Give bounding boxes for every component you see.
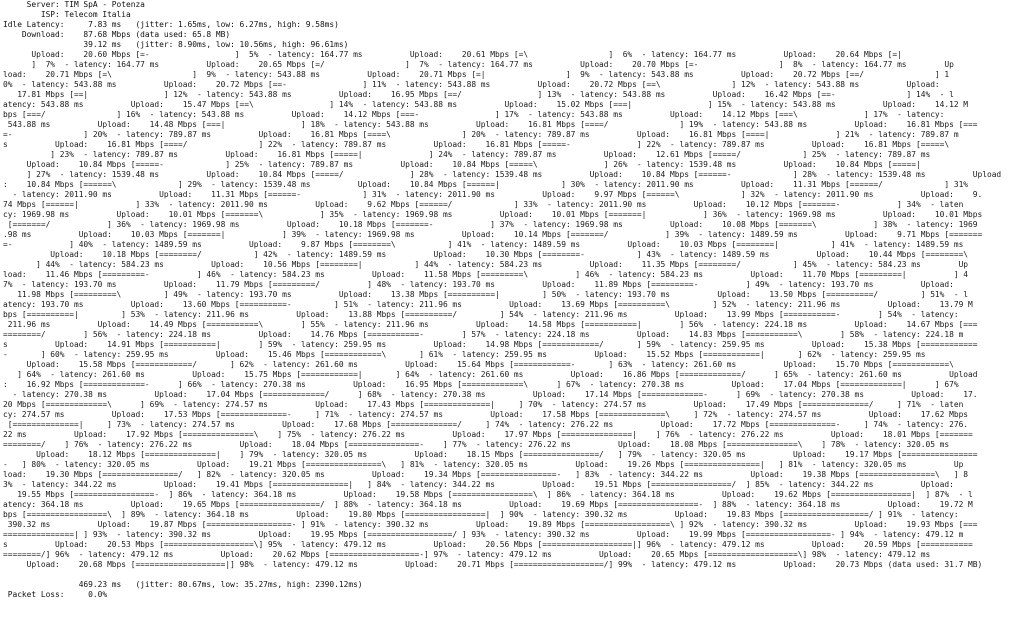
upload-output-line: load: 11.46 Mbps [=========- ] 46% - latency: 584.23 ms Upload: 11.58 Mbps [=========\ ] 46% - latency: 584.23 ms Upload: 11.70 Mbps [=========| ] 4 [3,270,969,279]
upload-output-line: - ] 80% - latency: 320.05 ms Upload: 19.21 Mbps [================\ ] 81% - latency: 320.05 ms Upload: 19.26 Mbps [================| ] 81% - latency: 320.05 ms Up [3,460,964,469]
download-latency-line: 39.12 ms (jitter: 8.90ms, low: 10.56ms, high: 96.61ms) [3,40,349,49]
upload-output-line: 543.88 ms Upload: 14.48 Mbps [===| ] 18% - latency: 543.88 ms Upload: 16.81 Mbps [====/ ] 19% - latency: 543.88 ms Upload: 16.81 Mbps [=== [3,120,978,129]
upload-output-line: Upload: 20.68 Mbps [===================|] 98% - latency: 479.12 ms Upload: 20.71 Mbps [===================/] 99% - latency: 479.12 ms Upload: 20.73 Mbps (data used: 31.7 MB) [3,560,983,569]
upload-output-line: ========/ ] 56% - latency: 224.18 ms Upload: 14.76 Mbps [===========- ] 57% - latency: 224.18 ms Upload: 14.83 Mbps [===========\ ] 58% - latency: 224.18 m [3,330,964,339]
upload-output-line: Upload: 20.60 Mbps [=- ] 5% - latency: 164.77 ms Upload: 20.61 Mbps [=\ ] 6% - latency: 164.77 ms Upload: 20.64 Mbps [=| [3,50,902,59]
upload-output-line: 211.96 ms Upload: 14.49 Mbps [===========\ ] 55% - latency: 211.96 ms Upload: 14.58 Mbps [===========| ] 56% - latency: 224.18 ms Upload: 14.67 Mbps [=== [3,320,978,329]
upload-latency-line: 469.23 ms (jitter: 80.67ms, low: 35.27ms, high: 2390.12ms) [3,580,363,589]
upload-progress-output [0,50,1024,570]
upload-output-line: ] 7% - latency: 164.77 ms Upload: 20.65 Mbps [=/ ] 7% - latency: 164.77 ms Upload: 20.70 Mbps [=- ] 8% - latency: 164.77 ms Up [3,60,954,69]
upload-output-line: 74 Mbps [======| ] 33% - latency: 2011.90 ms Upload: 9.62 Mbps [======/ ] 33% - latency: 2011.90 ms Upload: 10.12 Mbps [=======- ] 34% - laten [3,200,964,209]
upload-output-line: bps [===/ ] 16% - latency: 543.88 ms Upload: 14.12 Mbps [===- ] 17% - latency: 543.88 ms Upload: 14.12 Mbps [===\ ] 17% - latency: [3,110,945,119]
upload-output-line: ] 64% - latency: 261.60 ms Upload: 15.75 Mbps [============| ] 64% - latency: 261.60 ms Upload: 16.86 Mbps [=============/ ] 65% - latency: 261.60 ms Upload [3,370,978,379]
upload-output-line: - latency: 2011.90 ms Upload: 11.31 Mbps [======- ] 31% - latency: 2011.90 ms Upload: 9.97 Mbps [======\ ] 32% - latency: 2011.90 ms Upload: 9. [3,190,983,199]
upload-output-line: cy: 274.57 ms Upload: 17.53 Mbps [==============- ] 71% - latency: 274.57 ms Upload: 17.58 Mbps [==============\ ] 72% - latency: 274.57 ms Upload: 17.62 Mbps [3,410,969,419]
upload-output-line: cy: 1969.98 ms Upload: 10.01 Mbps [=======\ ] 35% - latency: 1969.98 ms Upload: 10.01 Mbps [=======| ] 36% - latency: 1969.98 ms Upload: 10.01 Mbps [3,210,983,219]
upload-output-line: : 16.92 Mbps [=============- ] 66% - latency: 270.38 ms Upload: 16.95 Mbps [=============\ ] 67% - latency: 270.38 ms Upload: 17.04 Mbps [=============| ] 67% [3,380,959,389]
upload-output-line: Upload: 10.84 Mbps [=====- ] 25% - latency: 789.87 ms Upload: 10.84 Mbps [=====\ ] 26% - latency: 1539.48 ms Upload: 10.84 Mbps [=====| [3,160,921,169]
upload-output-line: ========/ ] 76% - latency: 276.22 ms Upload: 18.04 Mbps [===============- ] 77% - latency: 276.22 ms Upload: 18.08 Mbps [===============\ ] 78% - latency: 320.05 ms [3,440,950,449]
upload-output-line: s Upload: 16.81 Mbps [====/ ] 22% - latency: 789.87 ms Upload: 16.81 Mbps [=====- ] 22% - latency: 789.87 ms Upload: 16.81 Mbps [=====\ [3,140,950,149]
upload-output-line: ] 44% - latency: 584.23 ms Upload: 10.56 Mbps [========| ] 44% - latency: 584.23 ms Upload: 11.35 Mbps [========/ ] 45% - latency: 584.23 ms Up [3,260,969,269]
upload-output-line: - latency: 270.38 ms Upload: 17.04 Mbps [=============/ ] 68% - latency: 270.38 ms Upload: 17.14 Mbps [=============- ] 69% - latency: 270.38 ms Upload: 17. [3,390,978,399]
upload-output-line: 22 ms Upload: 17.92 Mbps [===============\ ] 75% - latency: 276.22 ms Upload: 17.97 Mbps [===============| ] 76% - latency: 276.22 ms Upload: 18.01 Mbps [======= [3,430,973,439]
upload-output-line: =- ] 40% - latency: 1489.59 ms Upload: 9.87 Mbps [========\ ] 41% - latency: 1489.59 ms Upload: 10.03 Mbps [========| ] 41% - latency: 1489.59 ms [3,240,964,249]
upload-output-line: Upload: 15.58 Mbps [============/ ] 62% - latency: 261.60 ms Upload: 15.64 Mbps [============- ] 63% - latency: 261.60 ms Upload: 15.70 Mbps [============\ [3,360,954,369]
download-line: Download: 87.68 Mbps (data used: 65.8 MB) [3,30,231,39]
upload-output-line: - ] 60% - latency: 259.95 ms Upload: 15.46 Mbps [============\ ] 61% - latency: 259.95 ms Upload: 15.52 Mbps [============| ] 62% - latency: 259.95 ms [3,350,926,359]
upload-output-line: 20 Mbps [=============\ ] 69% - latency: 274.57 ms Upload: 17.43 Mbps [==============| ] 70% - latency: 274.57 ms Upload: 17.49 Mbps [==============/ ] 71% - laten [3,400,964,409]
upload-output-line: 19.55 Mbps [=================- ] 86% - latency: 364.18 ms Upload: 19.58 Mbps [=================\ ] 86% - latency: 364.18 ms Upload: 19.62 Mbps [=================| ] 87% - l [3,490,973,499]
idle-latency-line: Idle Latency: 7.83 ms (jitter: 1.65ms, low: 6.27ms, high: 9.58ms) [3,20,339,29]
upload-output-line: bps [=================\ ] 89% - latency: 364.18 ms Upload: 19.80 Mbps [=================| ] 90% - latency: 390.32 ms Upload: 19.83 Mbps [==================/ ] 91% - latency: [3,510,959,519]
upload-output-line: bps [==========| ] 53% - latency: 211.96 ms Upload: 13.88 Mbps [==========/ ] 54% - latency: 211.96 ms Upload: 13.99 Mbps [===========- ] 54% - latency: [3,310,959,319]
upload-output-line: atency: 193.70 ms Upload: 13.60 Mbps [==========- ] 51% - latency: 211.96 ms Upload: 13.69 Mbps [==========\ ] 52% - latency: 211.96 ms Upload: 13.79 M [3,300,973,309]
upload-output-line: 17.81 Mbps [==| ] 12% - latency: 543.88 ms Upload: 16.95 Mbps [==/ ] 13% - latency: 543.88 ms Upload: 16.42 Mbps [==- ] 14% - l [3,90,954,99]
upload-output-line: ] 23% - latency: 789.87 ms Upload: 16.81 Mbps [=====| ] 24% - latency: 789.87 ms Upload: 12.61 Mbps [=====/ ] 25% - latency: 789.87 ms [3,150,931,159]
upload-output-line: ========/] 96% - latency: 479.12 ms Upload: 20.62 Mbps [===================-] 97% - latency: 479.12 ms Upload: 20.65 Mbps [===================\] 98% - latency: 479.12 ms [3,550,931,559]
upload-output-line: s Upload: 14.91 Mbps [===========| ] 59% - latency: 259.95 ms Upload: 14.98 Mbps [============/ ] 59% - latency: 259.95 ms Upload: 15.38 Mbps [============ [3,340,978,349]
isp-line: ISP: Telecom Italia [3,10,131,19]
upload-output-line: atency: 543.88 ms Upload: 15.47 Mbps [==\ ] 14% - latency: 543.88 ms Upload: 15.02 Mbps [===| ] 15% - latency: 543.88 ms Upload: 14.12 M [3,100,969,109]
upload-output-line: Upload: 10.18 Mbps [========/ ] 42% - latency: 1489.59 ms Upload: 10.30 Mbps [========- ] 43% - latency: 1489.59 ms Upload: 10.44 Mbps [========\ [3,250,969,259]
upload-output-line: Upload: 18.12 Mbps [===============| ] 79% - latency: 320.05 ms Upload: 18.15 Mbps [================/ ] 79% - latency: 320.05 ms Upload: 19.17 Mbps [================ [3,450,978,459]
upload-output-line: 11.98 Mbps [=========\ ] 49% - latency: 193.70 ms Upload: 13.38 Mbps [==========| ] 50% - latency: 193.70 ms Upload: 13.50 Mbps [==========/ ] 51% - l [3,290,969,299]
upload-output-line: : 10.84 Mbps [======\ ] 29% - latency: 1539.48 ms Upload: 10.84 Mbps [======| ] 30% - latency: 2011.90 ms Upload: 11.31 Mbps [======/ ] 31% [3,180,969,189]
upload-output-line: 390.32 ms Upload: 19.87 Mbps [==================- ] 91% - latency: 390.32 ms Upload: 19.89 Mbps [==================\ ] 92% - latency: 390.32 ms Upload: 19.93 Mbps [=== [3,520,978,529]
upload-output-line: .98 ms Upload: 10.03 Mbps [=======| ] 39% - latency: 1969.98 ms Upload: 10.14 Mbps [=======/ ] 39% - latency: 1489.59 ms Upload: 9.71 Mbps [======= [3,230,983,239]
blank-line [0,570,1024,580]
upload-output-line: [=======/ ] 36% - latency: 1969.98 ms Upload: 10.18 Mbps [=======- ] 37% - latency: 1969.98 ms Upload: 10.08 Mbps [=======\ ] 38% - latency: 1969 [3,220,978,229]
upload-output-line: 3% - latency: 344.22 ms Upload: 19.41 Mbps [================| ] 84% - latency: 344.22 ms Upload: 19.51 Mbps [=================/ ] 85% - latency: 344.22 ms Upload: [3,480,954,489]
upload-output-line: =- ] 20% - latency: 789.87 ms Upload: 16.81 Mbps [====\ ] 20% - latency: 789.87 ms Upload: 16.81 Mbps [====| ] 21% - latency: 789.87 m [3,130,959,139]
server-line: Server: TIM SpA - Potenza [3,0,145,9]
upload-output-line: 7% - latency: 193.70 ms Upload: 11.79 Mbps [=========/ ] 48% - latency: 193.70 ms Upload: 11.89 Mbps [=========- ] 49% - latency: 193.70 ms Upload: [3,280,954,289]
upload-output-line: 0% - latency: 543.88 ms Upload: 20.72 Mbps [==- ] 11% - latency: 543.88 ms Upload: 20.72 Mbps [==\ ] 12% - latency: 543.88 ms Upload: [3,80,940,89]
upload-output-line: atency: 364.18 ms Upload: 19.65 Mbps [=================/ ] 88% - latency: 364.18 ms Upload: 19.69 Mbps [=================- ] 88% - latency: 364.18 ms Upload: 19.72 M [3,500,973,509]
upload-output-line: load: 20.71 Mbps [=\ ] 9% - latency: 543.88 ms Upload: 20.71 Mbps [=| ] 9% - latency: 543.88 ms Upload: 20.72 Mbps [==/ ] 1 [3,70,950,79]
upload-output-line: load: 19.30 Mbps [================/ ] 82% - latency: 320.05 ms Upload: 19.34 Mbps [================- ] 83% - latency: 344.22 ms Upload: 19.38 Mbps [================\ ] 8 [3,470,969,479]
upload-output-line: ] 27% - latency: 1539.48 ms Upload: 10.84 Mbps [=====/ ] 28% - latency: 1539.48 ms Upload: 10.84 Mbps [======- ] 28% - latency: 1539.48 ms Upload [3,170,1002,179]
upload-output-line: s Upload: 20.53 Mbps [===================\] 95% - latency: 479.12 ms Upload: 20.56 Mbps [===================|] 96% - latency: 479.12 ms Upload: 20.59 Mbps [=========== [3,540,973,549]
upload-output-line: ===============| ] 93% - latency: 390.32 ms Upload: 19.95 Mbps [==================/ ] 93% - latency: 390.32 ms Upload: 19.99 Mbps [==================- ] 94% - latency: 479.12 m [3,530,964,539]
packet-loss-line: Packet Loss: 0.0% [3,590,108,599]
upload-output-line: [==============| ] 73% - latency: 274.57 ms Upload: 17.68 Mbps [==============/ ] 74% - latency: 276.22 ms Upload: 17.72 Mbps [==============- ] 74% - latency: 276. [3,420,969,429]
